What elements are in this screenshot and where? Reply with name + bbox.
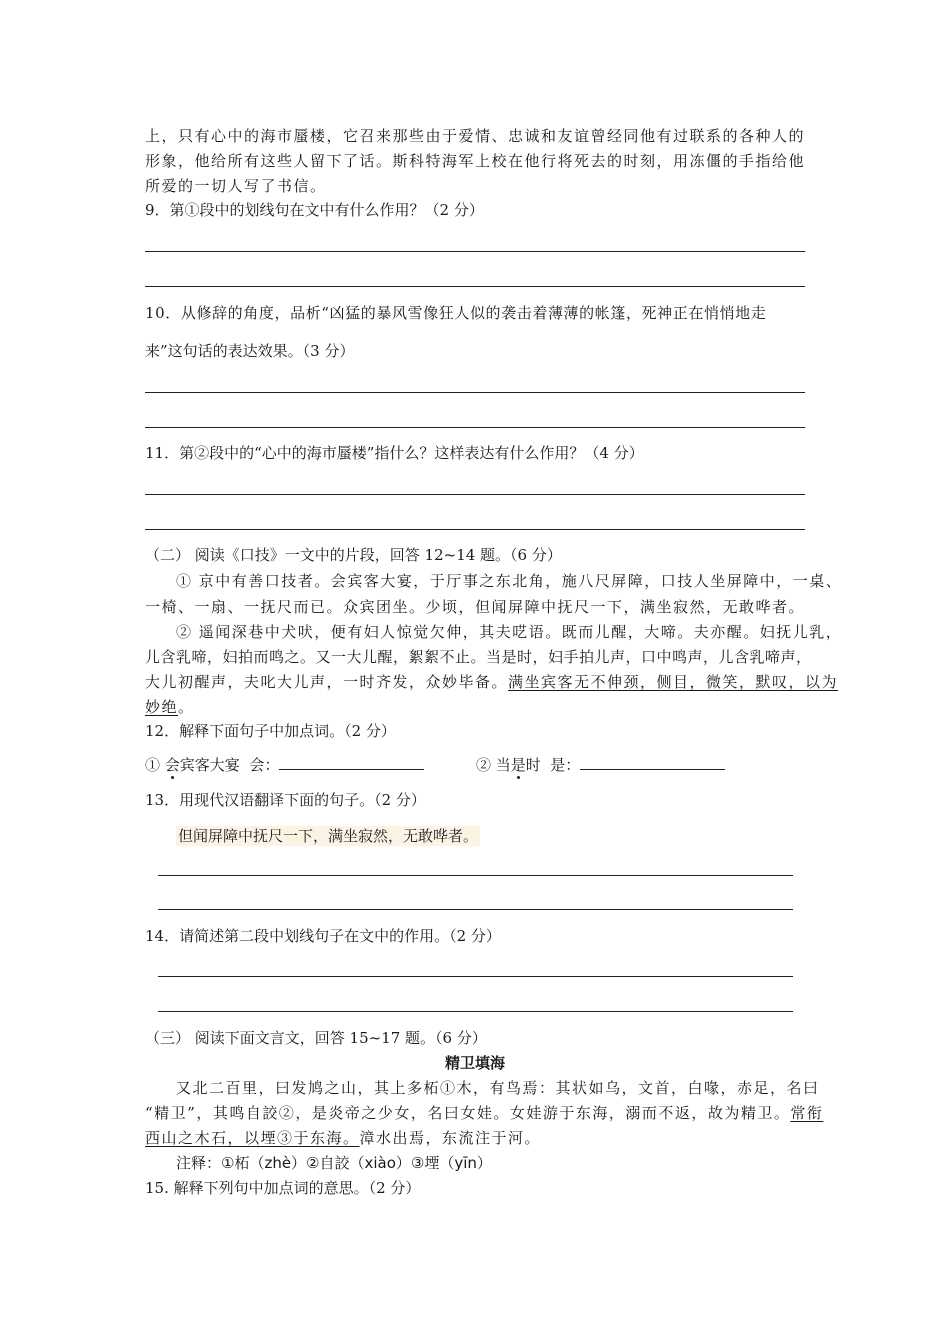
jingwei-line-3 xyxy=(145,1128,541,1148)
dotted-word-hui: 会 xyxy=(164,756,180,774)
answer-line[interactable] xyxy=(145,251,805,252)
kouji-p2-line-3-text: 大儿初醒声，夫叱大儿声，一时齐发，众妙毕备。 xyxy=(145,673,509,691)
item-1-phrase: 宾客大宴 xyxy=(179,756,240,774)
item-2-prefix: ② 当 xyxy=(475,756,511,774)
question-12: 12．解释下面句子中加点词。（2 分） xyxy=(145,722,396,740)
item-2-label: 是： xyxy=(550,756,581,774)
answer-line[interactable] xyxy=(145,529,805,530)
answer-line[interactable] xyxy=(145,494,805,495)
jingwei-line-2 xyxy=(145,1103,823,1123)
kouji-p2-line-4 xyxy=(145,697,195,717)
question-15: 15. 解释下列句中加点词的意思。（2 分） xyxy=(145,1179,421,1197)
passage-line-1: 上，只有心中的海市蜃楼，它召来那些由于爱情、忠诚和友谊曾经同他有过联系的各种人的 xyxy=(145,127,806,145)
fill-blank-2[interactable] xyxy=(580,755,725,770)
answer-line[interactable] xyxy=(145,392,805,393)
kouji-p1-line-2: 一椅、一扇、一抚尺而已。众宾团坐。少顷，但闻屏障中抚尺一下，满坐寂然，无敢哗者。 xyxy=(145,598,806,616)
answer-line[interactable] xyxy=(158,875,793,876)
jingwei-line-2-text: “精卫”，其鸣自詨②，是炎帝之少女，名曰女娃。女娃游于东海，溺而不返，故为精卫。 xyxy=(145,1104,791,1122)
answer-line[interactable] xyxy=(158,1011,793,1012)
question-12-items xyxy=(145,755,725,775)
question-14: 14．请简述第二段中划线句子在文中的作用。（2 分） xyxy=(145,927,501,945)
passage-line-2: 形象，他给所有这些人留下了话。斯科特海军上校在他行将死去的时刻，用冻僵的手指给他 xyxy=(145,152,806,170)
answer-line[interactable] xyxy=(145,427,805,428)
highlighted-sentence: 但闻屏障中抚尺一下，满坐寂然，无敢哗者。 xyxy=(178,827,479,845)
kouji-p2-line-2: 儿含乳啼，妇拍而鸣之。又一大儿醒，絮絮不止。当是时，妇手拍儿声，口中鸣声，儿含乳啼声， xyxy=(145,648,812,666)
translate-sentence xyxy=(176,826,480,846)
answer-line[interactable] xyxy=(158,909,793,910)
question-10-line-2: 来”这句话的表达效果。（3 分） xyxy=(145,342,355,360)
item-1-label: 会： xyxy=(249,756,280,774)
kouji-p2-line-1: ② 遥闻深巷中犬吠，便有妇人惊觉欠伸，其夫呓语。既而儿醒，大啼。夫亦醒。妇抚儿乳， xyxy=(176,623,843,641)
passage-title: 精卫填海 xyxy=(444,1054,505,1072)
kouji-p2-line-3 xyxy=(145,672,838,692)
jingwei-line-3-text: 漳水出焉，东流注于河。 xyxy=(359,1129,542,1147)
dotted-word-shi: 是 xyxy=(510,756,526,774)
underlined-sentence-end: 西山之木石，以堙③于东海。 xyxy=(145,1129,360,1147)
period: 。 xyxy=(178,698,195,716)
underlined-sentence: 常衔 xyxy=(790,1104,824,1122)
answer-line[interactable] xyxy=(145,286,805,287)
annotation-notes: 注释：①柘（zhè）②自詨（xiào）③堙（yīn） xyxy=(176,1154,492,1172)
question-11: 11．第②段中的“心中的海市蜃楼”指什么？这样表达有什么作用？（4 分） xyxy=(145,444,644,462)
fill-blank-1[interactable] xyxy=(279,755,424,770)
passage-line-3: 所爱的一切人写了书信。 xyxy=(145,177,327,195)
underlined-sentence-end: 妙绝 xyxy=(145,698,179,716)
kouji-p1-line-1: ① 京中有善口技者。会宾客大宴，于厅事之东北角，施八尺屏障，口技人坐屏障中，一桌、 xyxy=(176,572,843,590)
question-9: 9．第①段中的划线句在文中有什么作用？（2 分） xyxy=(145,201,484,219)
section-3-heading: （三） 阅读下面文言文，回答 15~17 题。（6 分） xyxy=(145,1029,487,1047)
section-2-heading: （二） 阅读《口技》一文中的片段，回答 12~14 题。（6 分） xyxy=(145,546,562,564)
question-10-line-1: 10．从修辞的角度，品析“凶猛的暴风雪像狂人似的袭击着薄薄的帐篷，死神正在悄悄地走 xyxy=(145,304,767,322)
item-1-number: ① xyxy=(145,756,165,774)
underlined-sentence: 满坐宾客无不伸颈，侧目，微笑，默叹，以为 xyxy=(508,673,839,691)
answer-line[interactable] xyxy=(158,976,793,977)
jingwei-line-1: 又北二百里，曰发鸠之山，其上多柘①木，有鸟焉：其状如乌，文首，白喙，赤足，名曰 xyxy=(176,1079,820,1097)
question-13: 13．用现代汉语翻译下面的句子。（2 分） xyxy=(145,791,426,809)
item-2-phrase: 时 xyxy=(525,756,541,774)
